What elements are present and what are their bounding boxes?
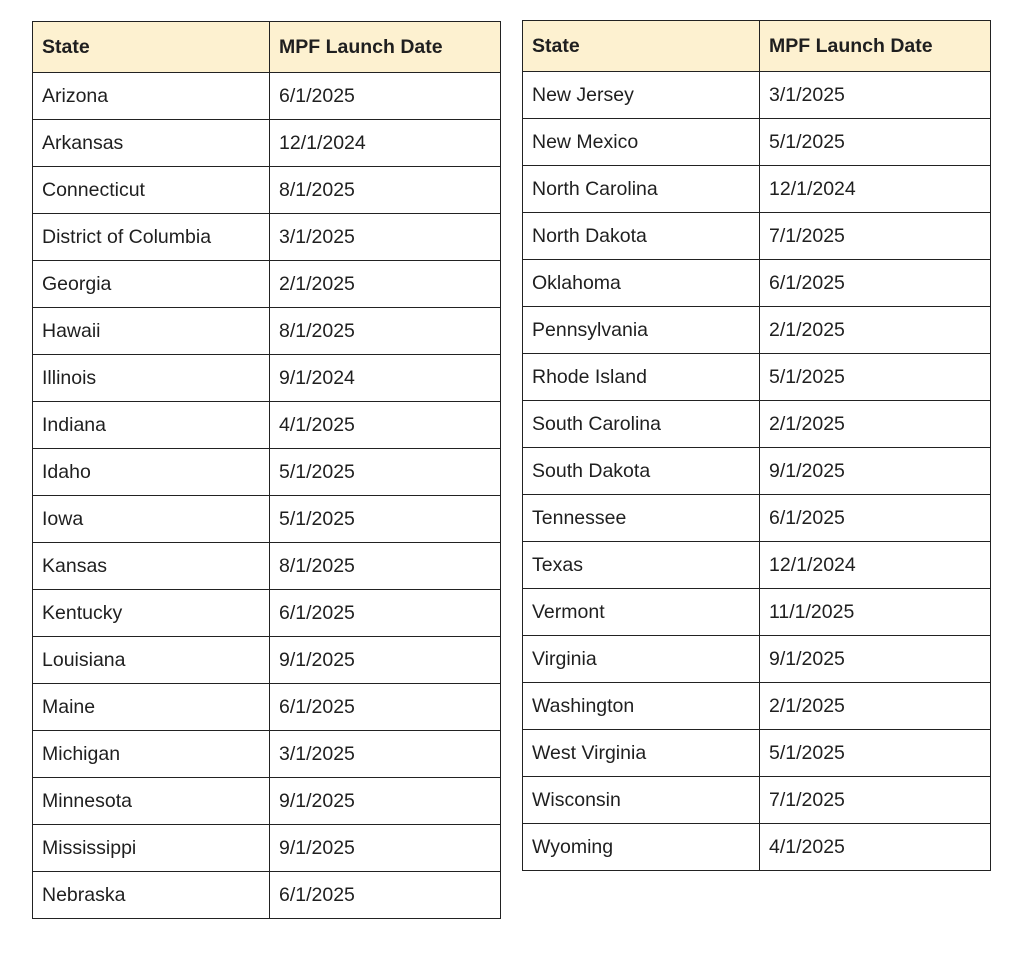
table-row [33,167,501,214]
table-row [523,401,991,448]
table-row [523,683,991,730]
state-cell: Iowa [33,496,270,543]
launch-date-cell: 3/1/2025 [270,214,501,261]
launch-date-cell: 9/1/2025 [270,825,501,872]
launch-date-cell: 5/1/2025 [270,449,501,496]
state-cell: South Dakota [523,448,760,495]
table-header-row [523,21,991,72]
table-row [523,119,991,166]
launch-date-cell: 8/1/2025 [270,167,501,214]
launch-date-cell: 6/1/2025 [270,73,501,120]
state-cell: Hawaii [33,308,270,355]
state-cell: Mississippi [33,825,270,872]
state-cell: Kansas [33,543,270,590]
state-cell: Virginia [523,636,760,683]
launch-date-cell: 4/1/2025 [760,824,991,871]
table-row [523,72,991,119]
launch-date-table-left [32,21,501,919]
state-cell: Arizona [33,73,270,120]
state-cell: Michigan [33,731,270,778]
table-row [33,543,501,590]
table-row [523,307,991,354]
table-row [33,684,501,731]
state-cell: Oklahoma [523,260,760,307]
table-row [33,731,501,778]
table-row [523,448,991,495]
state-cell: Georgia [33,261,270,308]
launch-date-table-right [522,20,991,871]
state-column-header: State [33,22,270,73]
state-cell: Washington [523,683,760,730]
launch-date-cell: 5/1/2025 [760,354,991,401]
state-cell: West Virginia [523,730,760,777]
table-row [523,354,991,401]
launch-date-cell: 6/1/2025 [270,590,501,637]
launch-date-cell: 12/1/2024 [760,166,991,213]
state-cell: North Carolina [523,166,760,213]
launch-date-cell: 2/1/2025 [270,261,501,308]
launch-date-cell: 2/1/2025 [760,307,991,354]
state-cell: Texas [523,542,760,589]
launch-date-column-header: MPF Launch Date [760,21,991,72]
launch-date-cell: 9/1/2025 [760,636,991,683]
state-cell: New Mexico [523,119,760,166]
launch-date-cell: 3/1/2025 [760,72,991,119]
table-row [33,778,501,825]
launch-date-cell: 7/1/2025 [760,213,991,260]
launch-date-cell: 4/1/2025 [270,402,501,449]
state-cell: Connecticut [33,167,270,214]
launch-date-cell: 9/1/2024 [270,355,501,402]
launch-date-cell: 8/1/2025 [270,543,501,590]
launch-date-cell: 6/1/2025 [270,872,501,919]
table-row [33,308,501,355]
launch-date-cell: 5/1/2025 [760,119,991,166]
table-row [523,636,991,683]
state-cell: Indiana [33,402,270,449]
state-cell: Pennsylvania [523,307,760,354]
launch-date-cell: 3/1/2025 [270,731,501,778]
table-row [523,542,991,589]
table-row [33,496,501,543]
table-row [523,730,991,777]
launch-date-cell: 2/1/2025 [760,401,991,448]
launch-date-cell: 8/1/2025 [270,308,501,355]
table-row [33,261,501,308]
state-cell: Arkansas [33,120,270,167]
state-cell: Wisconsin [523,777,760,824]
launch-date-cell: 7/1/2025 [760,777,991,824]
state-cell: Illinois [33,355,270,402]
launch-date-cell: 5/1/2025 [270,496,501,543]
state-cell: Idaho [33,449,270,496]
state-cell: Minnesota [33,778,270,825]
launch-date-cell: 9/1/2025 [270,637,501,684]
table-row [523,824,991,871]
table-row [33,355,501,402]
state-cell: South Carolina [523,401,760,448]
table-row [523,777,991,824]
launch-date-cell: 6/1/2025 [270,684,501,731]
state-cell: New Jersey [523,72,760,119]
launch-date-cell: 9/1/2025 [760,448,991,495]
table-row [523,260,991,307]
launch-date-column-header: MPF Launch Date [270,22,501,73]
launch-date-cell: 11/1/2025 [760,589,991,636]
launch-date-cell: 5/1/2025 [760,730,991,777]
launch-date-cell: 6/1/2025 [760,495,991,542]
table-row [523,589,991,636]
launch-date-cell: 9/1/2025 [270,778,501,825]
table-header-row [33,22,501,73]
state-cell: Louisiana [33,637,270,684]
table-row [33,825,501,872]
state-cell: Kentucky [33,590,270,637]
state-cell: North Dakota [523,213,760,260]
table-row [33,637,501,684]
state-cell: Nebraska [33,872,270,919]
state-cell: District of Columbia [33,214,270,261]
table-row [33,402,501,449]
table-row [33,872,501,919]
table-row [33,73,501,120]
launch-date-cell: 12/1/2024 [760,542,991,589]
state-column-header: State [523,21,760,72]
table-row [33,449,501,496]
launch-date-cell: 12/1/2024 [270,120,501,167]
table-row [33,120,501,167]
state-cell: Vermont [523,589,760,636]
table-row [33,590,501,637]
table-row [523,166,991,213]
state-cell: Maine [33,684,270,731]
table-row [523,213,991,260]
table-row [33,214,501,261]
launch-date-cell: 6/1/2025 [760,260,991,307]
table-row [523,495,991,542]
state-cell: Rhode Island [523,354,760,401]
state-cell: Wyoming [523,824,760,871]
state-cell: Tennessee [523,495,760,542]
launch-date-cell: 2/1/2025 [760,683,991,730]
